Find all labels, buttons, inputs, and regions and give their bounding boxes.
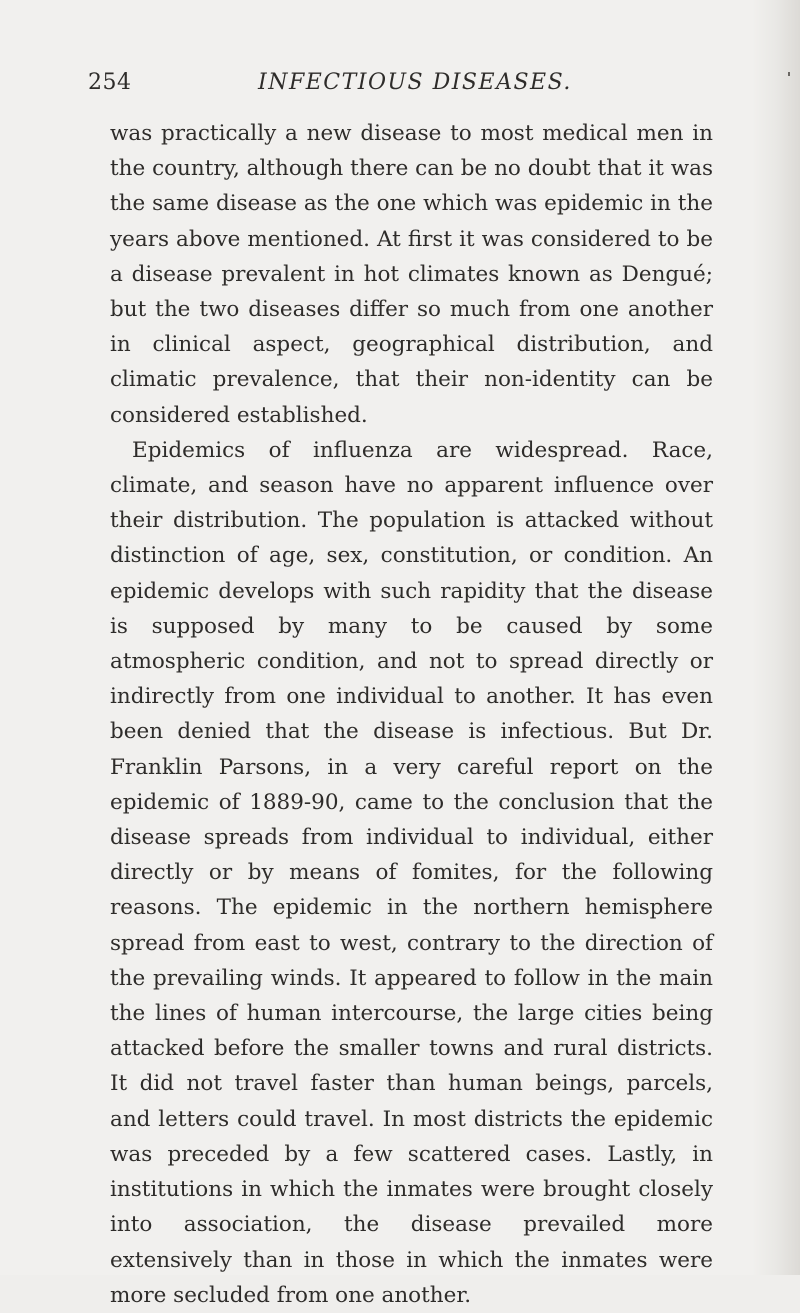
paragraph-continuation: was practically a new disease to most medical men in the country, although there can be no doubt that it was the same disease as the one which was epidemic in the years above mentioned. At first it was considered to be a disease prevalent in hot climates known as Dengué; but the two diseases differ so much from one another in clinical aspect, geographical distribution, and climatic prevalence, that their non-identity can be considered established. <box>110 121 713 428</box>
paragraph-influenza-epidemics: Epidemics of influenza are widespread. Race, climate, and season have no apparent influence over their distribution. The population is attacked without distinction of age, sex, constitution, or condition. An epidemic develops with such rapidity that the disease is supposed by many to be caused by some atmospheric condition, and not to spread directly or indirectly from one individual to another. It has even been denied that the disease is infectious. But Dr. Franklin Parsons, in a very careful report on the epidemic of 1889-90, came to the conclusion that the disease spreads from individual to individual, either directly or by means of fomites, for the following reasons. The epidemic in the northern hemisphere spread from east to west, contrary to the direction of the prevailing winds. It appeared to follow in the main the lines of human intercourse, the large cities being attacked before the smaller towns and rural districts. It did not travel faster than human beings, parcels, and letters could travel. In most districts the epidemic was preceded by a few scattered cases. Lastly, in institutions in which the inmates were brought closely into association, the disease prevailed more extensively than in those in which the inmates were more secluded from one another. <box>110 437 713 1308</box>
page-number: 254 <box>88 70 132 95</box>
margin-mark <box>788 72 790 76</box>
page-header <box>88 70 728 110</box>
body-text <box>110 116 713 1313</box>
running-head: INFECTIOUS DISEASES. <box>258 70 572 95</box>
